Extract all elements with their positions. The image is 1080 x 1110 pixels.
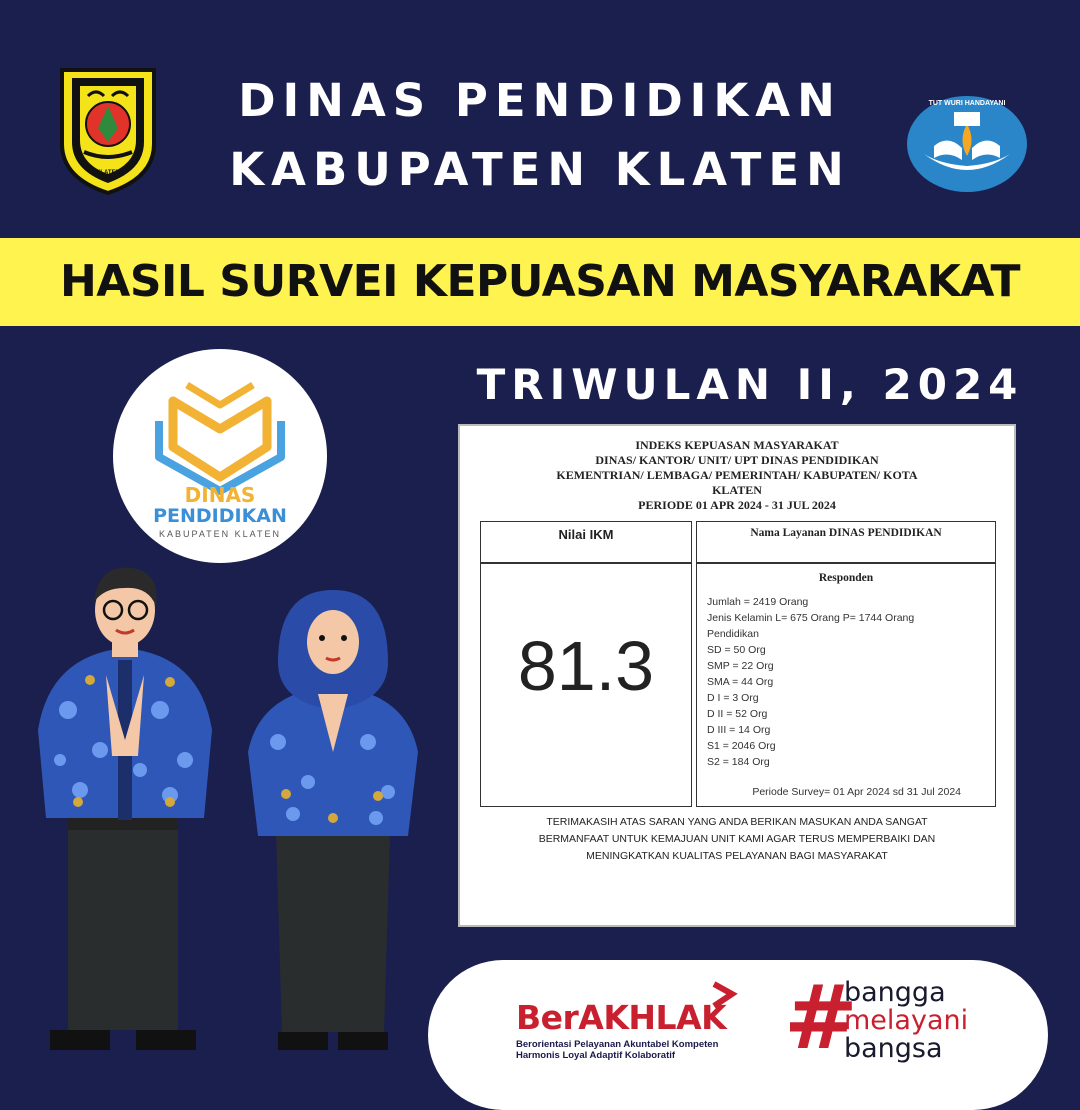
responden-line: SMP = 22 Org [707,660,774,672]
dinas-word: DINAS [184,483,256,507]
hashtag-symbol: # [784,966,858,1069]
dinas-sub: KABUPATEN KLATEN [158,529,282,539]
layanan-header-cell [696,521,996,563]
melayani-word: melayani [844,1005,969,1036]
responden-line: D I = 3 Org [707,692,759,704]
periode-survey: Periode Survey= 01 Apr 2024 sd 31 Jul 2024 [752,786,961,798]
responden-line: D II = 52 Org [707,708,768,720]
responden-line: SD = 50 Org [707,644,766,656]
doc-footer-3: MENINGKATKAN KUALITAS PELAYANAN BAGI MASYARAKAT [586,850,888,862]
nilai-ikm-header-cell [480,521,692,563]
responden-list [707,594,914,770]
period-title: TRIWULAN II, 2024 [476,360,1024,409]
doc-heading-5: PERIODE 01 APR 2024 - 31 JUL 2024 [638,498,836,512]
male-employee-illustration [20,560,230,1070]
layanan-label: Nama Layanan DINAS PENDIDIKAN [750,527,942,539]
ikm-report-document [458,424,1016,927]
bangga-word: bangga [844,977,946,1008]
chevron-right-icon [706,980,746,1010]
responden-line: Pendidikan [707,628,759,640]
responden-cell [696,563,996,807]
nilai-ikm-value-cell [480,563,692,807]
female-employee-illustration [238,582,428,1067]
berakhlak-line2: Harmonis Loyal Adaptif Kolaboratif [516,1050,676,1061]
nilai-ikm-value: 81.3 [517,627,655,705]
responden-line: SMA = 44 Org [707,676,774,688]
responden-line: Jumlah = 2419 Orang [707,596,809,608]
doc-footer-2: BERMANFAAT UNTUK KEMAJUAN UNIT KAMI AGAR TERUS MEMPERBAIKI DAN [538,833,936,845]
bangga-melayani-bangsa-logo [784,966,1004,1086]
responden-line: S1 = 2046 Org [707,740,776,752]
kabupaten-klaten-crest-logo [58,66,158,196]
logo-arc-text: TUT WURI HANDAYANI [928,100,1006,107]
doc-footer-1: TERIMAKASIH ATAS SARAN YANG ANDA BERIKAN MASUKAN ANDA SANGAT [546,816,928,828]
banner-title: HASIL SURVEI KEPUASAN MASYARAKAT [59,256,1020,307]
pendidikan-word: PENDIDIKAN [153,505,287,527]
responden-line: S2 = 184 Org [707,756,770,768]
responden-title: Responden [818,572,874,584]
responden-line: Jenis Kelamin L= 675 Orang P= 1744 Orang [707,612,915,624]
doc-heading-1: INDEKS KEPUASAN MASYARAKAT [635,438,839,452]
header-title-line1: DINAS PENDIDIKAN [238,74,842,127]
responden-line: D III = 14 Org [707,724,771,736]
bottom-brand-card [428,960,1048,1110]
doc-heading-4: KLATEN [712,483,762,497]
berakhlak-brand: BerAKHLAK [516,998,727,1037]
berakhlak-logo [516,998,726,1061]
tut-wuri-handayani-logo [904,94,1030,194]
doc-heading-3: KEMENTRIAN/ LEMBAGA/ PEMERINTAH/ KABUPATEN/ KOTA [556,468,918,482]
dinas-pendidikan-logo [113,349,327,563]
nilai-ikm-label: Nilai IKM [558,527,614,542]
crest-label: KLATEN [96,170,120,176]
berakhlak-line1: Berorientasi Pelayanan Akuntabel Kompeten [516,1039,719,1050]
header-title-line2: KABUPATEN KLATEN [229,143,851,196]
survey-banner [0,238,1080,326]
bangsa-word: bangsa [844,1033,943,1064]
doc-heading-2: DINAS/ KANTOR/ UNIT/ UPT DINAS PENDIDIKAN [595,453,879,467]
